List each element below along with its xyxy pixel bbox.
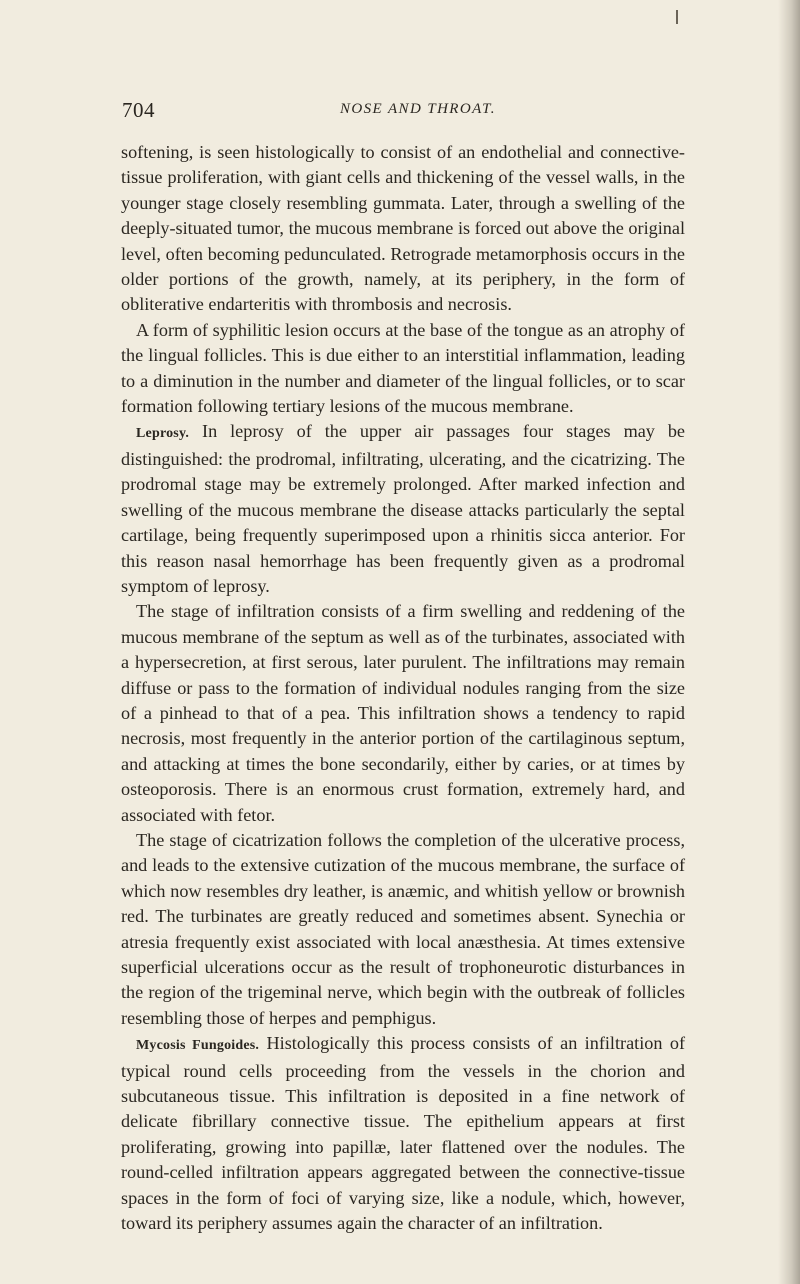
page-number: 704 [122, 98, 155, 122]
paragraph-text: The stage of cicatrization follows the completion of the ulcerative process, and leads to the extensive cutization of the mucous membrane, the surface of which now resembles dry leather, is anæmic, and whitish yellow or brownish red. The turbinates are greatly reduced and sometimes absent. Synechia or atresia frequently exist associated with local anæsthesia. At times extensive superficial ulcerations occur as the result of trophoneurotic disturbances in the region of the trigeminal nerve, which begin with the outbreak of follicles resembling those of herpes and pemphigus. [121, 829, 685, 1028]
page-edge-shadow [778, 0, 800, 1284]
page-corner-mark [676, 10, 678, 24]
paragraph-leprosy [121, 419, 685, 599]
paragraph-text: In leprosy of the upper air passages four stages may be distinguished: the prodromal, infiltrating, ulcerating, and the cicatrizing. The prodromal stage may be extremely prolonged. After marked infection and swelling of the mucous membrane the disease attacks particularly the septal cartilage, being frequently superimposed upon a rhinitis sicca anterior. For this reason nasal hemorrhage has been frequently given as a prodromal symptom of leprosy. [121, 421, 685, 596]
body-text [121, 140, 685, 1236]
paragraph-lingual-follicles [121, 318, 685, 420]
section-heading-mycosis-fungoides: Mycosis Fungoides. [136, 1038, 260, 1054]
paragraph-mycosis-fungoides [121, 1031, 685, 1236]
paragraph-text: softening, is seen histologically to consist of an endothelial and connective-tissue proliferation, with giant cells and thickening of the vessel walls, in the younger stage closely resembling gummata. Later, through a swelling of the deeply-situated tumor, the mucous membrane is forced out above the original level, often becoming pedunculated. Retrograde metamorphosis occurs in the older portions of the growth, namely, at its periphery, in the form of obliterative endarteritis with thrombosis and necrosis. [121, 142, 685, 315]
paragraph-text: The stage of infiltration consists of a firm swelling and reddening of the mucous membrane of the septum as well as of the turbinates, associated with a hypersecretion, at first serous, later purulent. The infiltrations may remain diffuse or pass to the formation of individual nodules ranging from the size of a pinhead to that of a pea. This infiltration shows a tendency to rapid necrosis, most frequently in the anterior portion of the cartilaginous septum, and attacking at times the bone secondarily, either by caries, or at times by osteoporosis. There is an enormous crust formation, extremely hard, and associated with fetor. [121, 601, 685, 825]
running-head: NOSE AND THROAT. [340, 101, 496, 117]
paragraph-histology-continuation [121, 140, 685, 318]
section-heading-leprosy: Leprosy. [136, 426, 190, 442]
paragraph-text: A form of syphilitic lesion occurs at the base of the tongue as an atrophy of the lingual follicles. This is due either to an interstitial inflammation, leading to a diminution in the number and diameter of the lingual follicles, or to scar formation following tertiary lesions of the mucous membrane. [121, 319, 685, 417]
paragraph-infiltration-stage [121, 599, 685, 828]
page-header [122, 98, 682, 124]
paragraph-cicatrization-stage [121, 828, 685, 1031]
paragraph-text: Histologically this process consists of an infiltration of typical round cells proceeding from the vessels in the chorion and subcutaneous tissue. This infiltration is deposited in a fine network of delicate fibrillary connective tissue. The epithelium appears at first proliferating, growing into papillæ, later flattened over the nodules. The round-celled infiltration appears aggregated between the connective-tissue spaces in the form of foci of varying size, like a nodule, which, however, toward its periphery assumes again the character of an infiltration. [121, 1033, 686, 1234]
